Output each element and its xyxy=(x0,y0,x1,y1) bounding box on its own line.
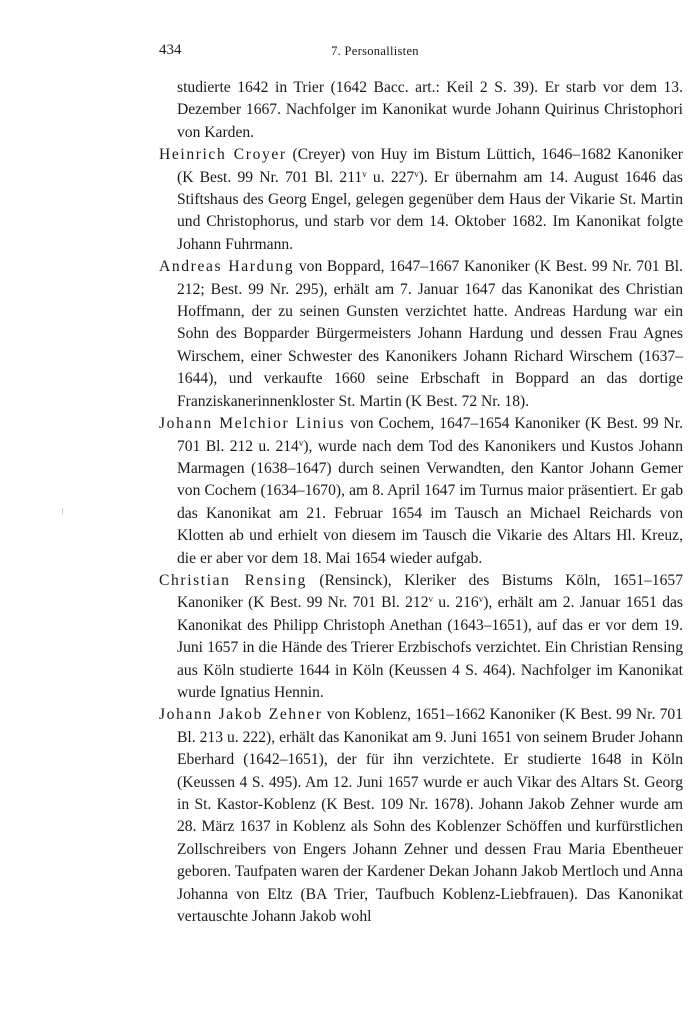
entry-text: ), wurde nach dem Tod des Kanonikers und Kustos Johann Marmagen (1638–1647) durch seinen Verwandten, den Kantor Johann Gemer von Cochem (1634–1670), am 8. April 1647 im Turnus maior präsentiert. Er gab das Kanonikat am 21. Februar 1654 im Tausch an Michael Reichards von Klotten ab und erhielt von diesem im Tausch die Vikarie des Altars Hl. Kreuz, die er aber vor dem 18. Mai 1654 wieder aufgab. xyxy=(177,437,684,567)
superscript: v xyxy=(362,168,367,179)
entry-text: (Creyer) von Huy im Bistum Lüttich, 1646–1682 Kanoniker (K Best. 99 Nr. 701 Bl. 211 xyxy=(177,146,683,186)
page-number: 434 xyxy=(159,42,182,58)
entry-name: Heinrich Croyer xyxy=(159,146,287,164)
superscript: v xyxy=(298,437,304,448)
superscript: v xyxy=(414,168,419,179)
entry-name: Johann Melchior Linius xyxy=(159,415,346,433)
entry-text: von Koblenz, 1651–1662 Kanoniker (K Best. 99 Nr. 701 Bl. 213 u. 222), erhält das Kanonikat am 9. Juni 1651 von seinem Bruder Johann Eberhard (1642–1651), der für ihn verzichtete. Er studierte 1648 in Köln (Keussen 4 S. 495). Am 12. Juni 1657 wurde er auch Vikar des Altars St. Georg in St. Kastor-Koblenz (K Best. 109 Nr. 1678). Johann Jakob Zehner wurde am 28. März 1637 in Koblenz als Sohn des Koblenzer Schöffen und kurfürstlichen Zollschreibers von Engers Johann Zehner und dessen Frau Maria Ebentheuer geboren. Taufpaten waren der Kardener Dekan Johann Jakob Mertloch und Anna Johanna von Eltz (BA Trier, Taufbuch Koblenz-Liebfrauen). Das Kanonikat vertauschte Johann Jakob wohl xyxy=(177,706,683,926)
entry-text: u. 216 xyxy=(433,594,479,612)
entry-text: ). Er übernahm am 14. August 1646 das Stiftshaus des Georg Engel, gelegen gegenüber dem Haus der Vikarie St. Martin und Christophorus, und starb vor dem 14. Oktober 1682. Im Kanonikat folgte Johann Fuhrmann. xyxy=(177,168,684,253)
superscript: v xyxy=(478,594,484,605)
entry-paragraph xyxy=(159,704,683,928)
margin-mark xyxy=(62,508,63,514)
superscript: v xyxy=(428,594,433,605)
entry-text: (Rensinck), Kleriker des Bistums Köln, 1651–1657 Kanoniker (K Best. 99 Nr. 701 Bl. 212 xyxy=(177,571,683,612)
entry-paragraph xyxy=(159,256,683,413)
entry-name: Johann Jakob Zehner xyxy=(159,706,323,724)
entry-text: von Cochem, 1647–1654 Kanoniker (K Best. 99 Nr. 701 Bl. 212 u. 214 xyxy=(177,415,684,455)
running-title: 7. Personallisten xyxy=(331,44,419,58)
entry-paragraph xyxy=(159,413,683,570)
entry-text: von Boppard, 1647–1667 Kanoniker (K Best. 99 Nr. 701 Bl. 212; Best. 99 Nr. 295), erhält am 7. Januar 1647 das Kanonikat des Christian Hoffmann, der zu seinen Gunsten verzichtet hatte. Andreas Hardung war ein Sohn des Bopparder Bürgermeisters Johann Hardung und dessen Frau Agnes Wirschem, einer Schwester des Kanonikers Johann Richard Wirschem (1637–1644), und verkaufte 1660 seine Erbschaft in Boppard an das dortige Franziskanerinnenkloster St. Martin (K Best. 72 Nr. 18). xyxy=(177,258,683,410)
entry-paragraph xyxy=(159,570,683,704)
entry-name: Christian Rensing xyxy=(159,571,307,589)
entry-paragraph xyxy=(159,144,683,256)
entry-list xyxy=(159,77,683,928)
entry-text: u. 227 xyxy=(366,168,415,186)
entry-text: ), erhält am 2. Januar 1651 das Kanonikat des Philipp Christoph Anethan (1643–1651), auf das er vor dem 19. Juni 1657 in die Hände des Trierer Erzbischofs verzichtet. Ein Christian Rensing aus Köln studierte 1644 in Köln (Keussen 4 S. 464). Nachfolger im Kanonikat wurde Ignatius Hennin. xyxy=(177,594,683,701)
entry-text: studierte 1642 in Trier (1642 Bacc. art.: Keil 2 S. 39). Er starb vor dem 13. Dezember 1667. Nachfolger im Kanonikat wurde Johann Quirinus Christophori von Karden. xyxy=(177,79,683,141)
entry-paragraph xyxy=(159,77,683,144)
entry-name: Andreas Hardung xyxy=(159,258,295,276)
